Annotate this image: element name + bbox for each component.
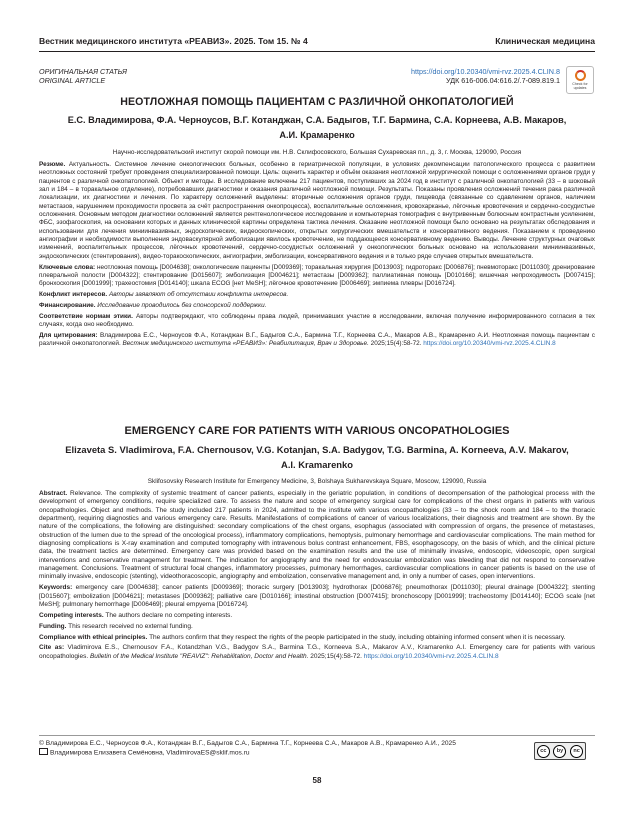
article-type bbox=[39, 67, 127, 85]
keywords-ru: Ключевые слова: неотложная помощь [D004638]; онкологические пациенты [D009369]; торакальная хирургия [D013903]; гидроторакс [D006876]; пневмоторакс [D011030]; дренирование плевральной полости [D004322]; стентирование [D015607]; эмболизация [D004621]; метастазы [D009362]; паллиативная помощь [D010166]; кишечная непроходимость [D007415]; бронхоскопия [D001999]; трахеостомия [D014140]; шкала ECOG [нет MeSH]; лёгочное кровотечение [D006469]; эмпиема плевры [D016724]. bbox=[39, 263, 595, 288]
by-icon: by bbox=[553, 745, 566, 758]
affiliation-en: Sklifosovsky Research Institute for Emergency Medicine, 3, Bolshaya Sukharevskaya Square, Moscow, 129090, Russia bbox=[147, 478, 487, 485]
udc-code: УДК 616-006.04:616.2/.7-089.819.1 bbox=[445, 76, 560, 85]
footer-divider bbox=[39, 735, 595, 736]
conflict-en: Competing interests. The authors declare no competing interests. bbox=[39, 611, 233, 619]
abstract-ru-section bbox=[39, 161, 595, 351]
page-number: 58 bbox=[312, 776, 322, 785]
footer bbox=[39, 740, 514, 757]
envelope-icon bbox=[39, 748, 48, 755]
authors-en: Elizaveta S. Vladimirova, F.A. Chernousov, V.G. Kotanjan, S.A. Badygov, T.G. Barmina, A. Korneeva, A.V. Makarov, A.I. Kramarenko bbox=[65, 444, 569, 470]
cc-icon: cc bbox=[537, 745, 550, 758]
citation-en-doi[interactable]: https://doi.org/10.20340/vmi-rvz.2025.4.CLIN.8 bbox=[363, 652, 499, 660]
citation-ru-doi[interactable]: https://doi.org/10.20340/vmi-rvz.2025.4.CLIN.8 bbox=[423, 340, 556, 348]
funding-en: Funding. This research received no external funding. bbox=[39, 622, 193, 630]
ethics-ru: Соответствие нормам этики. Авторы подтверждают, что соблюдены права людей, принимавших участие в исследовании, включая получение информированного согласия в тех случаях, когда оно необходимо. bbox=[39, 312, 595, 329]
ethics-en: Compliance with ethical principles. The authors confirm that they respect the rights of the people participated in the study, including obtaining informed consent when it is necessary. bbox=[39, 633, 566, 641]
keywords-en: Keywords: emergency care [D004638]; cancer patients [D009369]; thoracic surgery [D013903]; hydrothorax [D006876]; pneumothorax [D011030]; pleural drainage [D004322]; stenting [D015607]; embolization [D004621]; metastases [D009362]; palliative care [D010166]; intestinal obstruction [D007415]; bronchoscopy [D001999]; tracheostomy [D014140]; ECOG scale [net MeSH]; pulmonary hemorrhage [D006469]; pleural empyema [D016724]. bbox=[39, 584, 596, 608]
cc-license-icon[interactable] bbox=[534, 742, 586, 760]
funding-ru: Финансирование. Исследование проводилось без спонсорской поддержки. bbox=[39, 302, 267, 309]
doi-block bbox=[411, 67, 560, 85]
title-ru: НЕОТЛОЖНАЯ ПОМОЩЬ ПАЦИЕНТАМ С РАЗЛИЧНОЙ ОНКОПАТОЛОГИЕЙ bbox=[120, 96, 514, 108]
citation-ru: Для цитирования: Владимирова Е.С., Черноусов Ф.А., Котанджан В.Г., Бадыгов С.А., Бармина Т.Г., Корнеева С.А., Макаров А.В., Крамаренко А.И. Неотложная помощь пациентам с различной онкопатологией. Вестник медицинского института «РЕАВИЗ»: Реабилитация, Врач и Здоровье. 2025;15(4):58-72. https://doi.org/10.20340/vmi-rvz.2025.4.CLIN.8 bbox=[39, 332, 595, 348]
abstract-ru: Резюме. Актуальность. Системное лечение онкологических больных, особенно в гериатрической популяции, в условиях декомпенсации патологического процесса с развитием неотложных состояний требует проведения специализированной помощи. Цель: оценить характер и объём оказания неотложной хирургической помощи с осложнениями органов груди у пациентов с различной онкопатологией. Объект и методы. В исследование включены 217 пациентов, поступивших за 2024 год в институт с различной онкопатологией (33 – в шоковый зал и 184 – в торакальное отделение), потребовавших диагностики и оказания различной неотложной помощи. Результаты. Показаны проявления осложнений течения рака различной локализации, их диагностики и лечения. По характеру осложнений выделены: вторичные осложнения органов груди, пищевода (связанные со сдавлением органов, наличием метастазов, нарушением проходимости просвета за счёт распространения онкопроцесса), воспалительные осложнения, кровохарканье, лёгочные кровотечения и сердечно-сосудистые осложнения. Основным методом диагностики осложнений является рентгенологическое исследование и компьютерная томография с внутривенным болюсным контрастным усилением, ФБС, эзофагоскопия, на основании которых и данных клинической картины определена тактика лечения. Оказание неотложной помощи было основано на результатах обследования и использовании для лечения миниинвазивных, эндоскопических, видеоскопических, открытых хирургических вмешательств и консервативного ведения. Показанием к проведению ангиографии и необходимости выполнения эндоваскулярной эмболизации явилось кровотечение, не поддающееся консервативному ведению. Выводы. Лечение структурных очаговых изменений, воспалительных процессов, лёгочных кровотечений, сердечно-сосудистых осложнений у онкологических больных основано на использовании миниинвазивных, эндоскопических (стентирования), видео-торакоскопических, ангиографии, эмболизации, консервативного ведения и в только ряде случаев открытых вмешательств. bbox=[39, 161, 596, 260]
header-divider bbox=[39, 51, 595, 52]
badge-line2: updates bbox=[573, 86, 587, 90]
citation-en: Cite as: Vladimirova E.S., Chernousov F.A., Kotandzhan V.G., Badygov S.A., Barmina T.G., Korneeva S.A., Makarov A.V., Kramarenko A.I. Emergency care for patients with various oncopathologies. Bulletin of the Medical Institute "REAVIZ": Rehabilitation, Doctor and Health. 2025;15(4):58-72. https://doi.org/10.20340/vmi-rvz.2025.4.CLIN.8 bbox=[39, 644, 595, 660]
abstract-en-section bbox=[39, 490, 595, 664]
title-en: EMERGENCY CARE FOR PATIENTS WITH VARIOUS ONCOPATHOLOGIES bbox=[124, 425, 510, 437]
abstract-en: Abstract. Relevance. The complexity of systemic treatment of cancer patients, especially in the geriatric population, in conditions of decompensation of the pathological process with the development of emergency conditions, require specialized care. To assess the nature and scope of emergency surgical care for complications of the chest organs in patients with various oncopathologies. Object and methods. The study included 217 patients in 2024, admitted to the institute with various oncopathologies (33 – to the shock room and 184 – to the thoracic department), requiring diagnostics and various emergency care. Results. Manifestations of complications of cancer of various localizations, their diagnosis and treatment are shown. By the nature of the complications, the following are distinguished: secondary complications of the chest organs, esophagus (associated with compression of organs, the presence of metastases, obstruction of the lumen due to the spread of the oncological process), inflammatory complications, hemoptysis, pulmonary hemorrhage and cardiovascular complications. The main method for diagnosing complications is X-ray examination and computed tomography with intravenous bolus contrast enhancement, FBS, esophagoscopy, on the basis of which, and the clinical picture data, the treatment tactics are determined. Emergency care was provided based on the examination results and the use of minimally invasive, endoscopic, videoscopic, open surgical interventions and conservative management for treatment. The indication for angiography and the need for endovascular embolization was bleeding that did not respond to conservative management. Conclusions. Treatment of structural focal changes, inflammatory processes, pulmonary hemorrhages, cardiovascular complications in cancer patients is based on the use of minimally invasive, endoscopic (stenting), videothoracoscopic, angiography and embolization, conservative management and, in only a number of cases, open interventions. bbox=[39, 490, 596, 581]
section-name: Клиническая медицина bbox=[495, 36, 595, 46]
article-type-ru: ОРИГИНАЛЬНАЯ СТАТЬЯ bbox=[39, 67, 127, 76]
badge-line1: Check for bbox=[572, 82, 588, 86]
doi-link[interactable]: https://doi.org/10.20340/vmi-rvz.2025.4.CLIN.8 bbox=[410, 67, 560, 76]
nc-icon: nc bbox=[570, 745, 583, 758]
journal-name: Вестник медицинского института «РЕАВИЗ». 2025. Том 15. № 4 bbox=[39, 36, 308, 46]
check-for-updates-badge[interactable] bbox=[566, 66, 594, 94]
conflict-ru: Конфликт интересов. Авторы заявляют об отсутствии конфликта интересов. bbox=[39, 291, 289, 299]
contact-line: Владимирова Елизавета Семёновна, VladimirovaES@sklif.mos.ru bbox=[39, 749, 514, 758]
authors-ru: Е.С. Владимирова, Ф.А. Черноусов, В.Г. Котанджан, С.А. Бадыгов, Т.Г. Бармина, С.А. Корнеева, А.В. Макаров, А.И. Крамаренко bbox=[67, 115, 567, 140]
affiliation-ru: Научно-исследовательский институт скорой помощи им. Н.В. Склифосовского, Большая Сухаревская пл., д. 3, г. Москва, 129090, Россия bbox=[112, 149, 522, 156]
copyright: © Владимирова Е.С., Черноусов Ф.А., Котанджан В.Г., Бадыгов С.А., Бармина Т.Г., Корнеева С.А., Макаров А.В., Крамаренко А.И., 2025 bbox=[39, 740, 456, 747]
update-icon bbox=[575, 70, 586, 81]
article-type-en: ORIGINAL ARTICLE bbox=[39, 76, 106, 85]
running-header bbox=[39, 36, 595, 50]
